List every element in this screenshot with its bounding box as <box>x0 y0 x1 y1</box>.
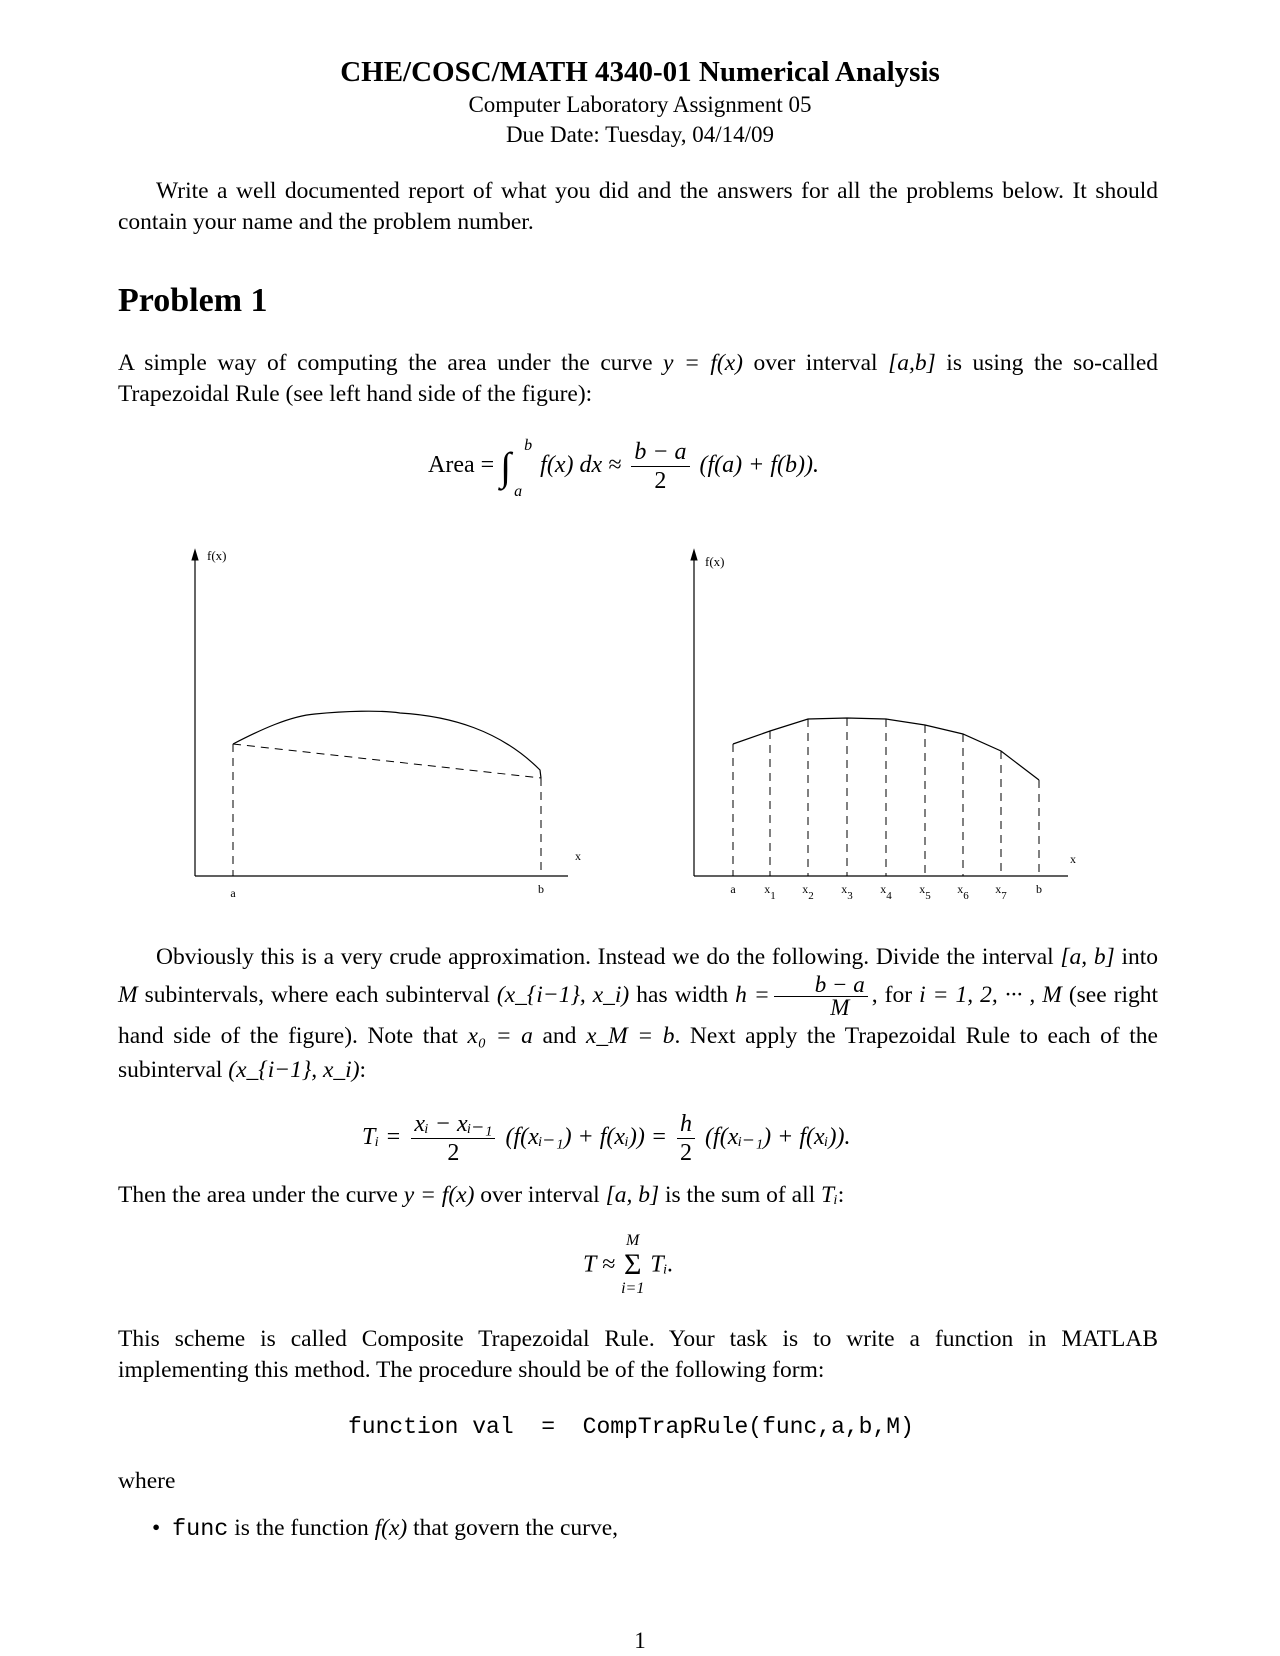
trapezoid-figure <box>0 540 1280 900</box>
right-tick-x1: x1 <box>764 882 776 900</box>
left-curve <box>233 711 541 778</box>
problem-paragraph-3: Then the area under the curve y = f(x) over interval [a, b] is the sum of all Tᵢ: <box>118 1182 845 1208</box>
left-trapezoid-top <box>233 744 541 778</box>
right-tick-x3: x3 <box>841 882 853 900</box>
left-plot <box>192 550 568 876</box>
left-x-label: x <box>575 849 581 863</box>
left-y-label: f(x) <box>207 548 227 563</box>
area-equation: Area = ∫ b a f(x) dx ≈ $\frac{b - a}{2}$ (f(a) + f(b)). <box>428 436 819 500</box>
intro-paragraph: Write a well documented report of what you did and the answers for all the problems below. It should contain your name and the problem number. <box>118 178 1158 235</box>
problem-paragraph-1: A simple way of computing the area under the curve y = f(x) over interval [a,b] is using the so-called Trapezoidal Rule (see left hand side of the figure): <box>118 350 1159 407</box>
due-date: Due Date: Tuesday, 04/14/09 <box>505 122 775 147</box>
right-tick-x4: x4 <box>880 882 892 900</box>
right-tick-x2: x2 <box>802 882 814 900</box>
ti-equation: Tᵢ = $\frac{\text{xᵢ − xᵢ₋₁}}{2}$ (f(xᵢ₋₁) + f(xᵢ)) = $\frac{h}{2}$ (f(xᵢ₋₁) + f(xᵢ)). <box>362 1111 851 1166</box>
problem-heading: Problem 1 <box>118 282 268 319</box>
right-tick-x7: x7 <box>995 882 1007 900</box>
left-tick-b: b <box>538 882 544 896</box>
function-signature: function val = CompTrapRule(func,a,b,M) <box>348 1414 914 1440</box>
right-tick-x6: x6 <box>957 882 969 900</box>
page-number: 1 <box>634 1628 646 1653</box>
right-tick-b: b <box>1036 882 1042 896</box>
problem-paragraph-2: Obviously this is a very crude approximation. Instead we do the following. Divide the interval [a, b] into M subintervals, where each subinterval (x_{i−1}, x_i) has width h = $\frac{b - a}{M}$ , for i = 1, 2, ··· , M (see right hand side of the figure). Note that x₀ = a and x_M = b. Next apply the Trapezoidal Rule to each of the subinterval (x_{i−1}, x_i): <box>118 944 1159 1083</box>
problem-paragraph-4: This scheme is called Composite Trapezoidal Rule. Your task is to write a function in MATLAB implementing this method. The procedure should be of the following form: <box>118 1326 1158 1383</box>
document-title: CHE/COSC/MATH 4340-01 Numerical Analysis <box>340 56 940 88</box>
sum-equation: T ≈ M Σ i=1 Tᵢ. <box>583 1232 674 1297</box>
bullet-item-func: • func is the function f(x) that govern the curve, <box>152 1515 618 1543</box>
left-tick-a: a <box>230 886 236 900</box>
right-y-axis-arrow <box>691 550 697 560</box>
right-y-label: f(x) <box>705 554 725 569</box>
right-plot <box>691 550 1068 876</box>
right-tick-x5: x5 <box>919 882 931 900</box>
left-y-axis-arrow <box>192 550 198 560</box>
right-x-label: x <box>1070 852 1076 866</box>
right-tick-a: a <box>730 882 736 896</box>
where-label: where <box>118 1468 176 1494</box>
assignment-subtitle: Computer Laboratory Assignment 05 <box>468 92 812 117</box>
